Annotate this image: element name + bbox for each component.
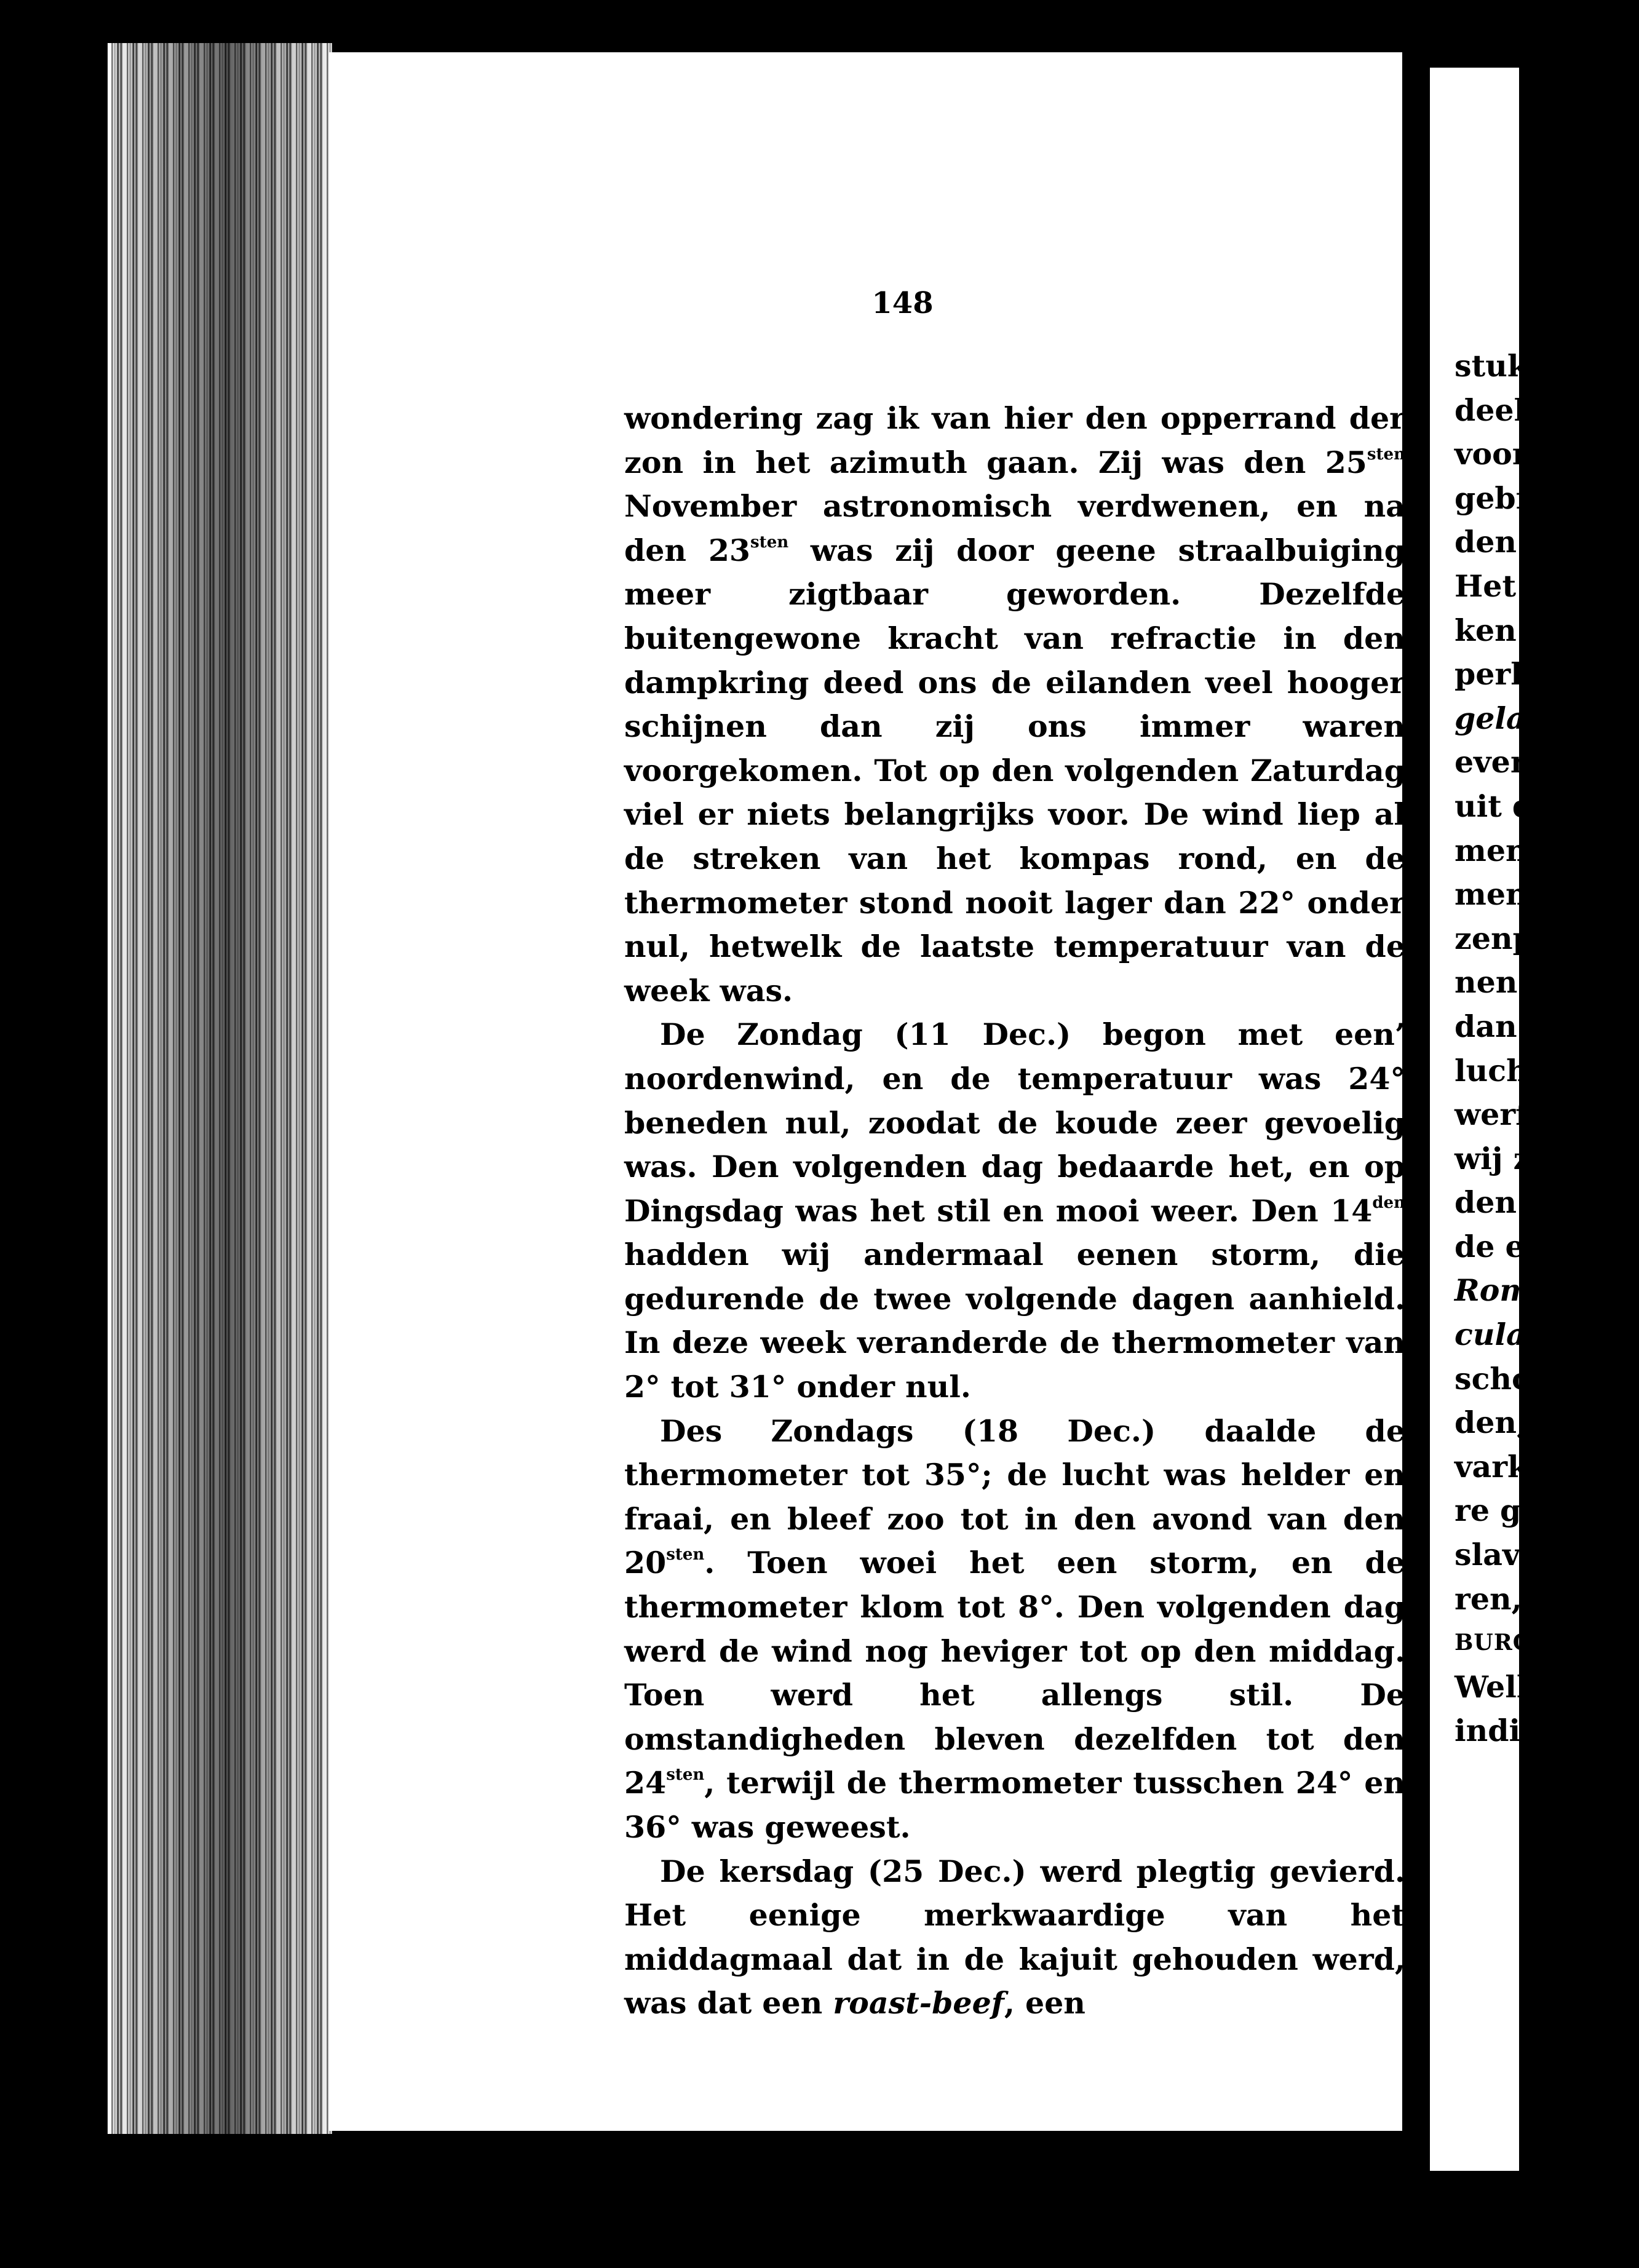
facing-page-line: even (1454, 744, 1533, 780)
text-run: De kersdag (25 Dec.) werd plegtig gevierd. Het eenige merkwaardige van het middagmaal dat in de kajuit gehouden werd, was dat een (624, 1853, 1405, 2021)
facing-page-line: deelt (1454, 392, 1539, 428)
book-page (329, 52, 1405, 2131)
facing-page-line: Het (1454, 568, 1517, 604)
facing-page-line: BURGESS, (1454, 1630, 1590, 1656)
facing-page-line: zenpep (1454, 920, 1574, 956)
ordinal-suffix: den (1372, 1193, 1405, 1212)
paragraph (624, 397, 1405, 1013)
facing-page-line: voor (1454, 436, 1528, 472)
paragraph (624, 1013, 1405, 1409)
paragraph (624, 1850, 1405, 2026)
facing-page-line: men v (1454, 876, 1556, 913)
text-run: was zij door geene straalbuiging meer zigtbaar geworden. Dezelfde buitengewone kracht van refractie in den dampkring deed ons de eilanden veel hooger schijnen dan zij ons immer waren voorgekomen. Tot op den volgenden Zaturdag viel er niets belangrijks voor. De wind liep al de streken van het kompas rond, en de thermometer stond nooit lager dan 22° onder nul, hetwelk de laatste temperatuur van de week was. (624, 532, 1405, 1009)
facing-page-line: perkt (1454, 656, 1546, 692)
facing-page-line: werf h (1454, 1096, 1561, 1133)
facing-page-line: ren, een (1454, 1580, 1593, 1617)
facing-page-text (1454, 344, 1639, 1753)
facing-page-line: wij zo (1454, 1140, 1551, 1176)
facing-page-line: men (1454, 832, 1528, 868)
facing-page-line: den He (1454, 1184, 1575, 1221)
text-run: . Toen woei het een storm, en de thermometer klom tot 8°. Den volgenden dag werd de wind nog heviger tot op den middag. Toen werd het allengs stil. De omstandigheden bleven dezelfden tot den 24 (624, 1545, 1405, 1801)
ordinal-suffix: sten (1367, 445, 1405, 464)
facing-page-line: de eige (1454, 1228, 1576, 1264)
text-run: , terwijl de thermometer tusschen 24° en 36° was geweest. (624, 1765, 1405, 1845)
facing-page-line: uit de (1454, 788, 1553, 824)
facing-page-line: culaneu (1454, 1317, 1589, 1353)
text-run: November astronomisch verdwenen, en na den 23 (624, 488, 1405, 568)
facing-page-line: re gebr (1454, 1493, 1577, 1529)
text-run: wondering zag ik van hier den opperrand der zon in het azimuth gaan. Zij was den 25 (624, 400, 1405, 480)
facing-page-line: geland (1454, 700, 1569, 736)
ordinal-suffix: sten (666, 1545, 705, 1564)
book-edge-shading (108, 43, 332, 2134)
facing-page-line: indien z (1454, 1713, 1589, 1749)
facing-page-line: Rome b (1454, 1272, 1582, 1309)
facing-page-line: den, b (1454, 1405, 1559, 1441)
facing-page-line: gebra (1454, 480, 1552, 516)
ordinal-suffix: sten (750, 533, 789, 552)
body-text (624, 397, 1405, 2026)
facing-page-line: luchtdi (1454, 1052, 1575, 1088)
facing-page-line: schotel (1454, 1360, 1577, 1397)
page-number: 148 (871, 286, 934, 320)
facing-page-line: Welk e (1454, 1668, 1568, 1705)
facing-page-line: den (1454, 524, 1517, 560)
facing-page-line: dan o (1454, 1008, 1548, 1044)
facing-page-line: nen s (1454, 964, 1546, 1001)
paragraph (624, 1410, 1405, 1850)
facing-page (1430, 68, 1593, 2171)
facing-page-line: slaven g (1454, 1537, 1593, 1573)
text-run: De Zondag (11 Dec.) begon met een’ noordenwind, en de temperatuur was 24° beneden nul, zoodat de koude zeer gevoelig was. Den volgenden dag bedaarde het, en op Dingsdag was het stil en mooi weer. Den 14 (624, 1017, 1405, 1229)
italic-phrase: roast-beef (833, 1985, 1004, 2021)
text-run: , een (1004, 1985, 1085, 2021)
facing-page-line: stuk (1454, 348, 1528, 384)
facing-page-line: varken (1454, 1448, 1570, 1485)
facing-page-line: ken h (1454, 612, 1549, 648)
text-run: hadden wij andermaal eenen storm, die gedurende de twee volgende dagen aanhield. In deze week veranderde de thermometer van 2° tot 31° onder nul. (624, 1237, 1405, 1405)
text-run: Des Zondags (18 Dec.) daalde de thermometer tot 35°; de lucht was helder en fraai, en bleef zoo tot in den avond van den 20 (624, 1413, 1405, 1581)
ordinal-suffix: sten (666, 1766, 705, 1785)
